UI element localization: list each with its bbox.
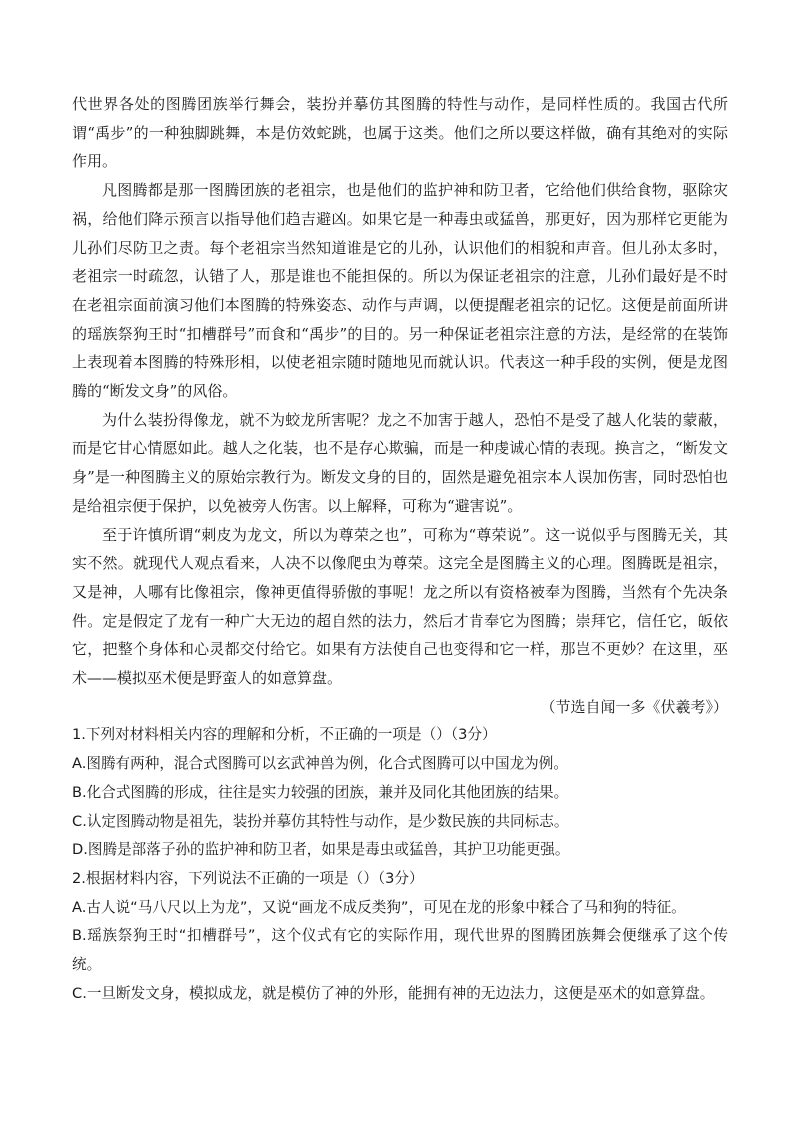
passage-paragraph-3: 为什么装扮得像龙，就不为蛟龙所害呢？龙之不加害于越人，恐怕不是受了越人化装的蒙蔽，而是它甘心情愿如此。越人之化装，也不是存心欺骗，而是一种虔诚心情的表现。换言之，“断发文身”是一种图腾主义的原始宗教行为。断发文身的目的，固然是避免祖宗本人误加伤害，同时恐怕也是给祖宗便于保护，以免被旁人伤害。以上解释，可称为“避害说”。 <box>72 410 728 515</box>
question-1-option-c: C.认定图腾动物是祖先，装扮并摹仿其特性与动作，是少数民族的共同标志。 <box>72 812 569 830</box>
passage-paragraph-1: 代世界各处的图腾团族举行舞会，装扮并摹仿其图腾的特性与动作，是同样性质的。我国古代所谓“禹步”的一种独脚跳舞，本是仿效蛇跳，也属于这类。他们之所以要这样做，确有其绝对的实际作用。 <box>72 95 728 171</box>
question-1 <box>72 721 728 865</box>
passage-paragraph-4: 至于许慎所谓“刺皮为龙文，所以为尊荣之也”，可称为“尊荣说”。这一说似乎与图腾无关，其实不然。就现代人观点看来，人决不以像爬虫为尊荣。这完全是图腾主义的心理。图腾既是祖宗，又是神，人哪有比像祖宗，像神更值得骄傲的事呢！龙之所以有资格被奉为图腾，当然有个先决条件。定是假定了龙有一种广大无边的超自然的法力，然后才肯奉它为图腾；崇拜它，信任它，皈依它，把整个身体和心灵都交付给它。如果有方法使自己也变得和它一样，那岂不更妙？在这里，巫术——模拟巫术便是野蛮人的如意算盘。 <box>72 525 728 688</box>
question-1-option-d: D.图腾是部落子孙的监护神和防卫者，如果是毒虫或猛兽，其护卫功能更强。 <box>72 841 570 859</box>
question-1-stem: 1.下列对材料相关内容的理解和分析，不正确的一项是（）（3分） <box>72 726 497 744</box>
question-2-option-c: C.一旦断发文身，模拟成龙，就是模仿了神的外形，能拥有神的无边法力，这便是巫术的如意算盘。 <box>72 984 715 1002</box>
question-2-option-b: B.瑶族祭狗王时“扣槽群号”，这个仪式有它的实际作用，现代世界的图腾团族舞会便继承了这个传统。 <box>72 927 728 974</box>
question-2-stem: 2.根据材料内容，下列说法不正确的一项是（）（3分） <box>72 869 424 887</box>
source-citation: （节选自闻一多《伏羲考》） <box>540 697 728 716</box>
passage-paragraph-2: 凡图腾都是那一图腾团族的老祖宗，也是他们的监护神和防卫者，它给他们供给食物，驱除灾祸，给他们降示预言以指导他们趋吉避凶。如果它是一种毒虫或猛兽，那更好，因为那样它更能为儿孙们尽防卫之责。每个老祖宗当然知道谁是它的儿孙，认识他们的相貌和声音。但儿孙太多时，老祖宗一时疏忽，认错了人，那是谁也不能担保的。所以为保证老祖宗的注意，儿孙们最好是不时在老祖宗面前演习他们本图腾的特殊姿态、动作与声调，以便提醒老祖宗的记忆。这便是前面所讲的瑶族祭狗王时“扣槽群号”而食和“禹步”的目的。另一种保证老祖宗注意的方法，是经常的在装饰上表现着本图腾的特殊形相，以使老祖宗随时随地见而就认识。代表这一种手段的实例，便是龙图腾的“断发文身”的风俗。 <box>72 181 728 401</box>
question-1-option-a: A.图腾有两种，混合式图腾可以玄武神兽为例，化合式图腾可以中国龙为例。 <box>72 755 568 773</box>
question-1-option-b: B.化合式图腾的形成，往往是实力较强的团族，兼并及同化其他团族的结果。 <box>72 783 569 801</box>
question-2-option-a: A.古人说“马八尺以上为龙”，又说“画龙不成反类狗”，可见在龙的形象中糅合了马和狗的特征。 <box>72 898 686 916</box>
question-2 <box>72 865 728 1009</box>
